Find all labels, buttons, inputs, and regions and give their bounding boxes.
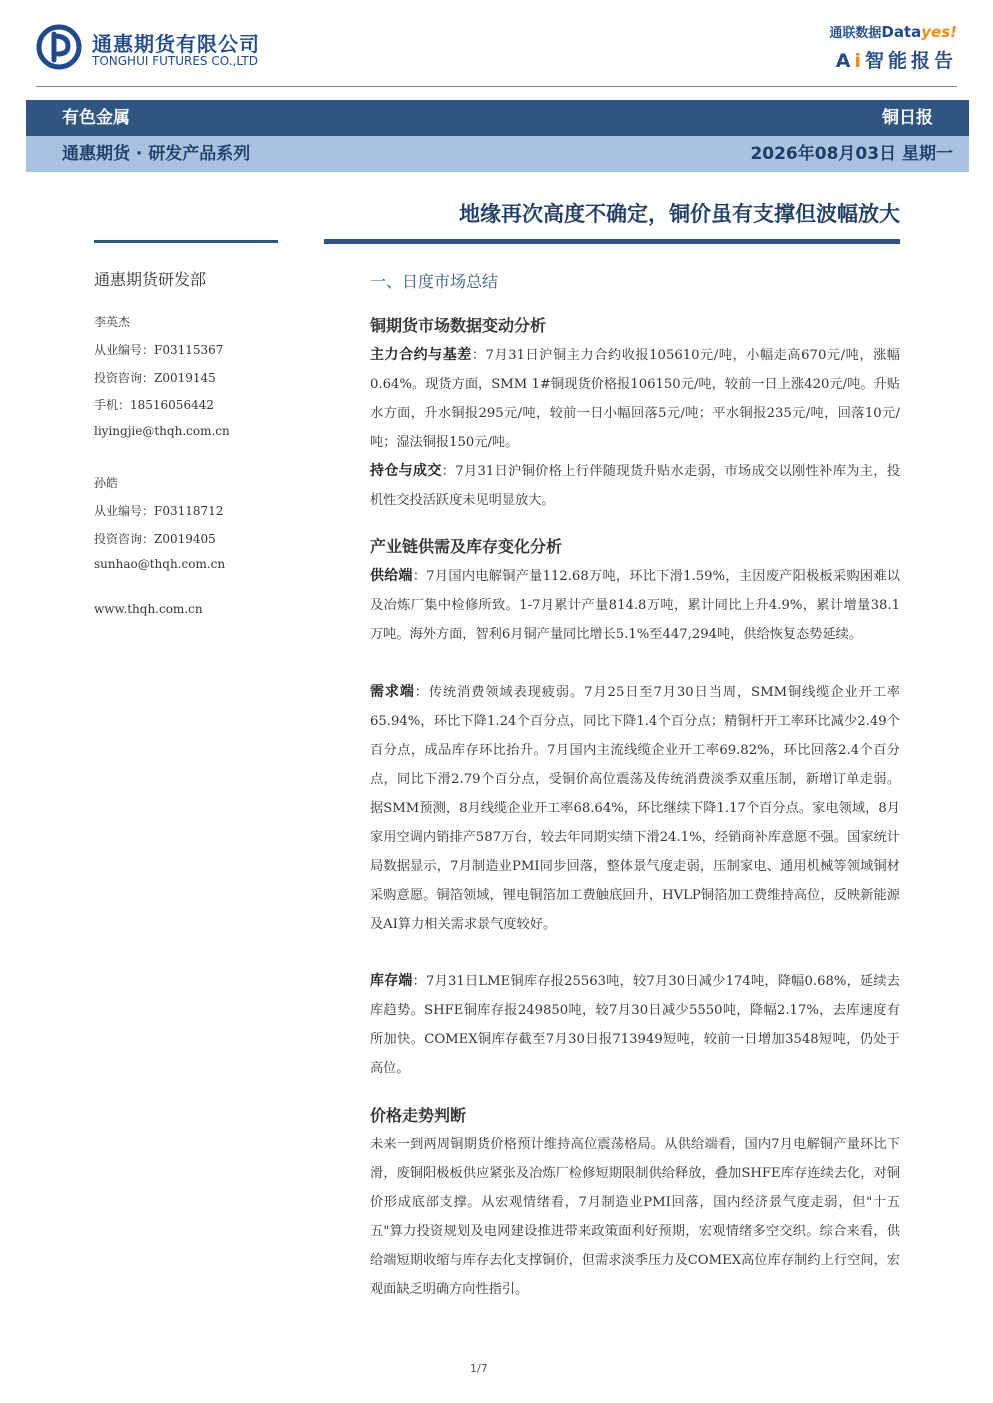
text-inventory: ：7月31日LME铜库存报25563吨，较7月30日减少174吨，降幅0.68%，延续去库趋势。SHFE铜库存报249850吨，较7月30日减少5550吨，降幅2.17%，去库速度有所加快。COMEX铜库存截至7月30日报713949短吨，较前一日增加3548短吨，仍处于高位。 [370,974,900,1076]
analyst2-consult: 投资咨询：Z0019405 [94,532,216,546]
report-date: 2026年08月03日 星期一 [750,144,953,164]
datayes-yes: yes! [921,23,957,41]
analyst1-name: 李英杰 [94,315,131,329]
tonghui-logo-icon [36,24,82,70]
paragraph-supply [370,562,900,649]
paragraph-position-volume [370,457,900,515]
text-demand: ：传统消费领域表现疲弱。7月25日至7月30日当周，SMM铜线缆企业开工率65.94%，环比下降1.24个百分点，同比下降1.4个百分点；精铜杆开工率环比减少2.49个百分点，成品库存环比抬升。7月国内主流线缆企业开工率69.82%，环比回落2.4个百分点，同比下滑2.79个百分点，受铜价高位震荡及传统消费淡季双重压制，新增订单走弱。据SMM预测，8月线缆企业开工率68.64%，环比继续下降1.17个百分点。家电领域，8月家用空调内销排产587万台，较去年同期实绩下滑24.1%，经销商补库意愿不强。国家统计局数据显示，7月制造业PMI同步回落，整体景气度走弱，压制家电、通用机械等领域铜材采购意愿。铜箔领域，锂电铜箔加工费触底回升，HVLP铜箔加工费维持高位，反映新能源及AI算力相关需求景气度较好。 [370,685,900,932]
label-demand: 需求端 [370,684,415,700]
website-link[interactable]: www.thqh.com.cn [94,602,203,616]
analyst2-email[interactable]: sunhao@thqh.com.cn [94,557,226,571]
analyst1-email[interactable]: liyingjie@thqh.com.cn [94,424,230,438]
analyst1-phone: 手机：18516056442 [94,398,214,412]
paragraph-inventory [370,967,900,1083]
label-supply: 供给端 [370,568,413,584]
text-position-volume: ：7月31日沪铜价格上行伴随现货升贴水走弱，市场成交以刚性补库为主，投机性交投活跃度未见明显放大。 [370,464,901,508]
paragraph-price-outlook: 未来一到两周铜期货价格预计维持高位震荡格局。从供给端看，国内7月电解铜产量环比下滑，废铜阳极板供应紧张及冶炼厂检修短期限制供给释放，叠加SHFE库存连续去化，对铜价形成底部支撑。从宏观情绪看，7月制造业PMI回落，国内经济景气度走弱，但"十五五"算力投资规划及电网建设推进带来政策面利好预期，宏观情绪多空交织。综合来看，供给端短期收缩与库存去化支撑铜价，但需求淡季压力及COMEX高位库存制约上行空间，宏观面缺乏明确方向性指引。 [370,1137,900,1297]
paragraph-demand [370,678,900,939]
series-label: 通惠期货 · 研发产品系列 [62,144,251,164]
sidebar-rule [94,240,278,243]
sector-banner [26,100,969,136]
label-main-contract: 主力合约与基差 [370,347,472,363]
report-type-label: 铜日报 [882,108,933,128]
analyst1-license: 从业编号：F03115367 [94,343,224,357]
page-number: 1/7 [470,1362,488,1375]
label-position-volume: 持仓与成交 [370,463,442,479]
text-main-contract: ：7月31日沪铜主力合约收报105610元/吨，小幅走高670元/吨，涨幅0.64%。现货方面，SMM 1#铜现货价格报106150元/吨，较前一日上涨420元/吨。升贴水方面，升水铜报295元/吨，较前一日小幅回落5元/吨；平水铜报235元/吨，回落10元/吨；湿法铜报150元/吨。 [370,348,900,450]
analyst1-consult: 投资咨询：Z0019145 [94,371,216,385]
subheading-price-outlook: 价格走势判断 [370,1106,467,1125]
title-underline [324,239,900,244]
datayes-cn: 通联数据 [829,26,882,41]
department-name: 通惠期货研发部 [94,270,207,289]
paragraph-main-contract [370,341,900,457]
ai-letter-i: i [854,50,865,72]
report-title: 地缘再次高度不确定，铜价虽有支撑但波幅放大 [459,202,900,226]
company-name-en: TONGHUI FUTURES CO.,LTD [92,54,258,68]
ai-letter-a: A [835,50,855,72]
datayes-logo [829,22,957,41]
analyst2-license: 从业编号：F03118712 [94,504,224,518]
subheading-futures-data: 铜期货市场数据变动分析 [370,316,547,335]
subheading-supply-demand: 产业链供需及库存变化分析 [370,537,563,556]
section-heading-1: 一、日度市场总结 [370,272,499,291]
datayes-en: Data [881,23,922,41]
analyst2-name: 孙皓 [94,476,119,490]
company-name-cn: 通惠期货有限公司 [92,32,260,56]
label-inventory: 库存端 [370,973,413,989]
text-supply: ：7月国内电解铜产量112.68万吨，环比下滑1.59%，主因废产阳极板采购困难以及冶炼厂集中检修所致。1-7月累计产量814.8万吨，累计同比上升4.9%，累计增量38.1万吨。海外方面，智利6月铜产量同比增长5.1%至447,294吨，供给恢复态势延续。 [370,569,900,642]
sector-label: 有色金属 [62,108,130,128]
ai-report-label: 智能报告 [864,50,957,72]
header-divider [36,86,957,87]
ai-report-logo [836,46,957,73]
